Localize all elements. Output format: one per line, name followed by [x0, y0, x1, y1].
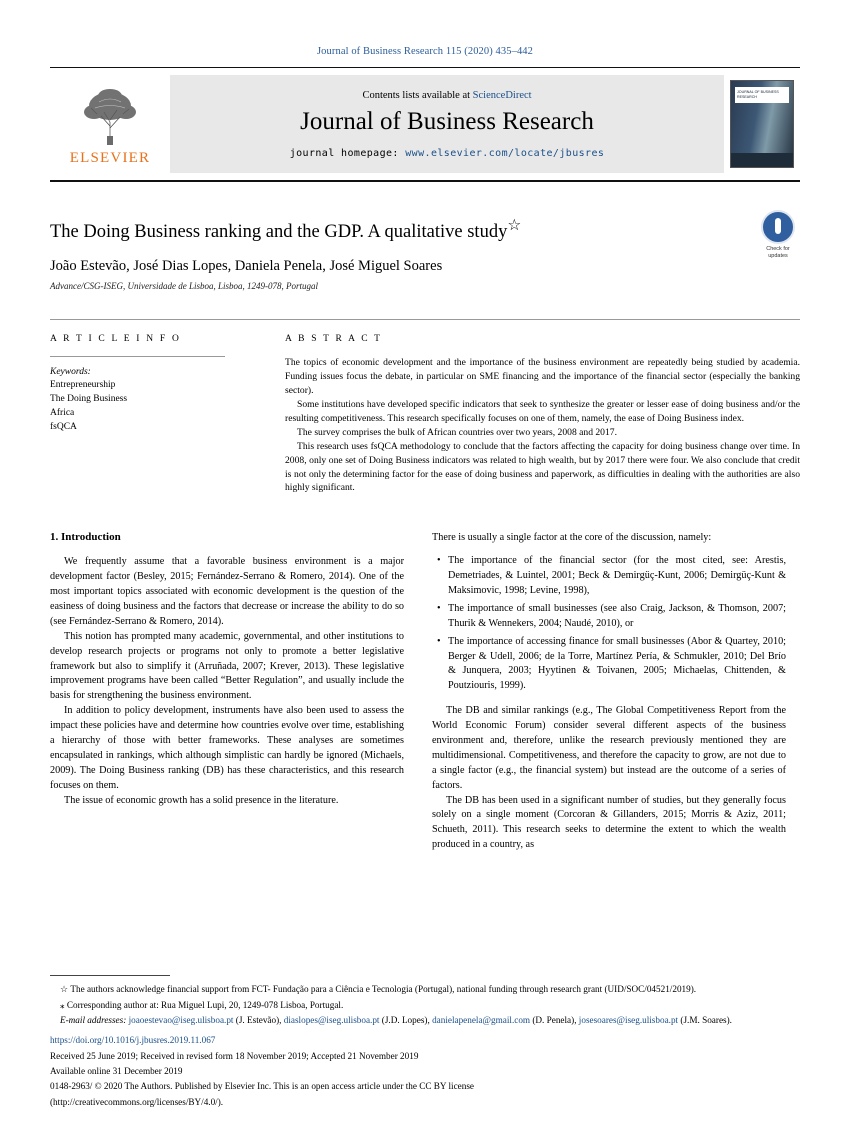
keyword-item: fsQCA [50, 421, 77, 432]
email-link[interactable]: diaslopes@iseg.ulisboa.pt [283, 1014, 380, 1025]
elsevier-tree-icon [77, 86, 143, 148]
list-item: • The importance of accessing finance for small businesses (Abor & Quartey, 2010; Berger & Udell, 2006; de la Torre, Martínez Pería, & Schmukler, 2010; Del Brío & Junquera, 2003; Hyytinen & Toivanen, 2005; Michaelas, Chittenden, & Poutziouris, 1999). [448, 635, 786, 695]
body-paragraph: The issue of economic growth has a solid presence in the literature. [64, 794, 339, 806]
list-item: • The importance of the financial sector (for the most cited, see: Arestis, Demetriades, & Luintel, 2001; Beck & Demirgüç-Kunt, 2006; Demirgüç-Kunt & Maksimovic, 1998; Levine, 1998), [448, 554, 786, 599]
masthead-center [170, 75, 724, 173]
authors-text: João Estevão, José Dias Lopes, Daniela Penela, José Miguel Soares [50, 258, 443, 275]
article-info-column [50, 334, 255, 495]
body-paragraph: This notion has prompted many academic, governmental, and other institutions to develop research projects or programs not only to promote a better legislative framework but also to simplify it (Arruñada, 2007; Krever, 2013). These legislative improvement programs have been called “Better Regulation”, and usually include the basis for strengthening the business environment. [50, 630, 404, 702]
crossmark-label: Check for updates [766, 246, 790, 259]
license-url[interactable]: (http://creativecommons.org/licenses/BY/4.0/). [50, 1096, 224, 1107]
author-list [50, 258, 800, 275]
journal-homepage-line [290, 148, 605, 159]
contents-prefix: Contents lists available at [362, 89, 473, 101]
footnote-divider [50, 975, 170, 976]
body-column-right [432, 531, 786, 853]
email-link[interactable]: joaoestevao@iseg.ulisboa.pt [128, 1014, 234, 1025]
body-paragraph: The DB and similar rankings (e.g., The Global Competitiveness Report from the World Economic Forum) consider several different aspects of the business environment and, therefore, unlike the research previously mentioned they are multidimensional. Competitiveness, and therefore the capacity to grow, are not due to a single factor (e.g., the financial system) but instead are the outcome of a series of factors. [432, 705, 786, 791]
footnote-emails [50, 1014, 800, 1027]
body-paragraph: The DB has been used in a significant number of studies, but they generally focus solely on a single moment (Corcoran & Gillanders, 2015; Morris & Aziz, 2011; Schueth, 2011). This research seeks to determine the extent to which the wealth produced in a country, as [432, 794, 786, 851]
abstract-paragraph: Some institutions have developed specific indicators that seek to synthesize the greater or lesser ease of doing business and/or the resulting competitiveness. This research specifically focuses on one of them, namely, the ease of Doing Business index. [285, 399, 800, 424]
bullet-lead-in: There is usually a single factor at the core of the discussion, namely: [432, 532, 712, 544]
keyword-item: The Doing Business [50, 394, 128, 405]
cover-title: JOURNAL OF BUSINESS RESEARCH [735, 87, 789, 103]
received-dates: Received 25 June 2019; Received in revised form 18 November 2019; Accepted 21 November 2019 [50, 1050, 419, 1061]
list-item: • The importance of small businesses (see also Craig, Jackson, & Thomson, 2007; Thurik & Wennekers, 2004; Naudé, 2010), or [448, 602, 786, 632]
journal-title: Journal of Business Research [300, 107, 594, 135]
body-column-left [50, 531, 404, 853]
footnote-funding: ☆ The authors acknowledge financial support from FCT- Fundação para a Ciência e Tecnologia (Portugal), national funding through research grant (UID/SOC/04521/2019). [60, 984, 697, 995]
journal-masthead [50, 67, 800, 182]
article-info-heading: A R T I C L E I N F O [50, 334, 182, 345]
info-abstract-section [50, 319, 800, 495]
abstract-paragraph: The survey comprises the bulk of African countries over two years, 2008 and 2017. [297, 426, 617, 438]
cover-image [730, 80, 794, 168]
publisher-name: ELSEVIER [69, 149, 151, 166]
affiliation: Advance/CSG-ISEG, Universidade de Lisboa, Lisboa, 1249-078, Portugal [50, 281, 318, 292]
contents-line [362, 90, 531, 101]
article-title-text: The Doing Business ranking and the GDP. A qualitative study [50, 222, 508, 243]
keyword-item: Africa [50, 407, 75, 418]
copyright-line: 0148-2963/ © 2020 The Authors. Published by Elsevier Inc. This is an open access article under the CC BY license [50, 1081, 474, 1092]
abstract-heading: A B S T R A C T [285, 334, 383, 345]
journal-reference: Journal of Business Research 115 (2020) 435–442 [316, 46, 534, 57]
body-columns [50, 531, 800, 853]
info-divider [50, 356, 225, 357]
email-link[interactable]: josesoares@iseg.ulisboa.pt [578, 1014, 679, 1025]
page-title [50, 216, 690, 244]
journal-homepage-link[interactable]: www.elsevier.com/locate/jbusres [405, 147, 605, 159]
email-person: (J.M. Soares). [680, 1014, 732, 1025]
crossmark-icon [761, 210, 795, 244]
bullet-list [432, 554, 786, 694]
abstract-paragraph: This research uses fsQCA methodology to conclude that the factors affecting the capacity for doing business change over time. In 2008, only one set of Doing Business indicators was related to high wealth, but by 2017 there were four. We also conclude that credit is not only the determining factor for the ease of doing business and paperwork, as difficulties in dealing with the authorities are also highly significant. [285, 440, 800, 494]
homepage-prefix: journal homepage: [289, 147, 406, 159]
doi-link[interactable]: https://doi.org/10.1016/j.jbusres.2019.11.067 [50, 1035, 216, 1046]
publisher-logo [50, 68, 170, 180]
crossmark-badge[interactable] [756, 210, 800, 259]
body-paragraph: In addition to policy development, instruments have also been used to assess the impact these policies have and determine how countries evolve over time, establishing a hierarchy of those with better frameworks. These analyses are sometimes encapsulated in rankings, which although simplistic can hardly be ignored (Michaels, 2009). The Doing Business ranking (DB) has these characteristics, and this research focuses on them. [50, 705, 404, 791]
email-person: (J. Estevão), [235, 1014, 282, 1025]
title-block [50, 216, 800, 291]
abstract-paragraph: The topics of economic development and the importance of the business environment are repeatedly being studied by academia. Funding issues focus the debate, in particular on SME financing and the importance of the financial sector (especially the banking sector). [285, 357, 800, 397]
email-link[interactable]: danielapenela@gmail.com [432, 1014, 531, 1025]
keyword-item: Entrepreneurship [50, 380, 116, 391]
title-footnote-marker: ☆ [507, 217, 522, 234]
cover-stripe [731, 153, 793, 167]
abstract-column [285, 334, 800, 495]
email-person: (J.D. Lopes), [381, 1014, 430, 1025]
footnote-corresponding-author: ⁎ Corresponding author at: Rua Miguel Lupi, 20, 1249-078 Lisboa, Portugal. [60, 999, 344, 1010]
body-paragraph: We frequently assume that a favorable business environment is a major development factor (Besley, 2015; Fernández-Serrano & Romero, 2014). One of the most important topics associated with economic development is the question of the easiness of doing business and the factors that decrease or increase the ability to do so (see Fernández-Serrano & Romero, 2014). [50, 556, 404, 627]
journal-cover [724, 68, 800, 180]
keywords-label: Keywords: [50, 367, 91, 378]
section-title-introduction: 1. Introduction [50, 531, 121, 544]
available-online: Available online 31 December 2019 [50, 1065, 183, 1076]
sciencedirect-link[interactable]: ScienceDirect [472, 89, 532, 101]
email-person: (D. Penela), [532, 1014, 577, 1025]
emails-label: E-mail addresses: [60, 1014, 127, 1025]
footnote-block [50, 975, 800, 1111]
